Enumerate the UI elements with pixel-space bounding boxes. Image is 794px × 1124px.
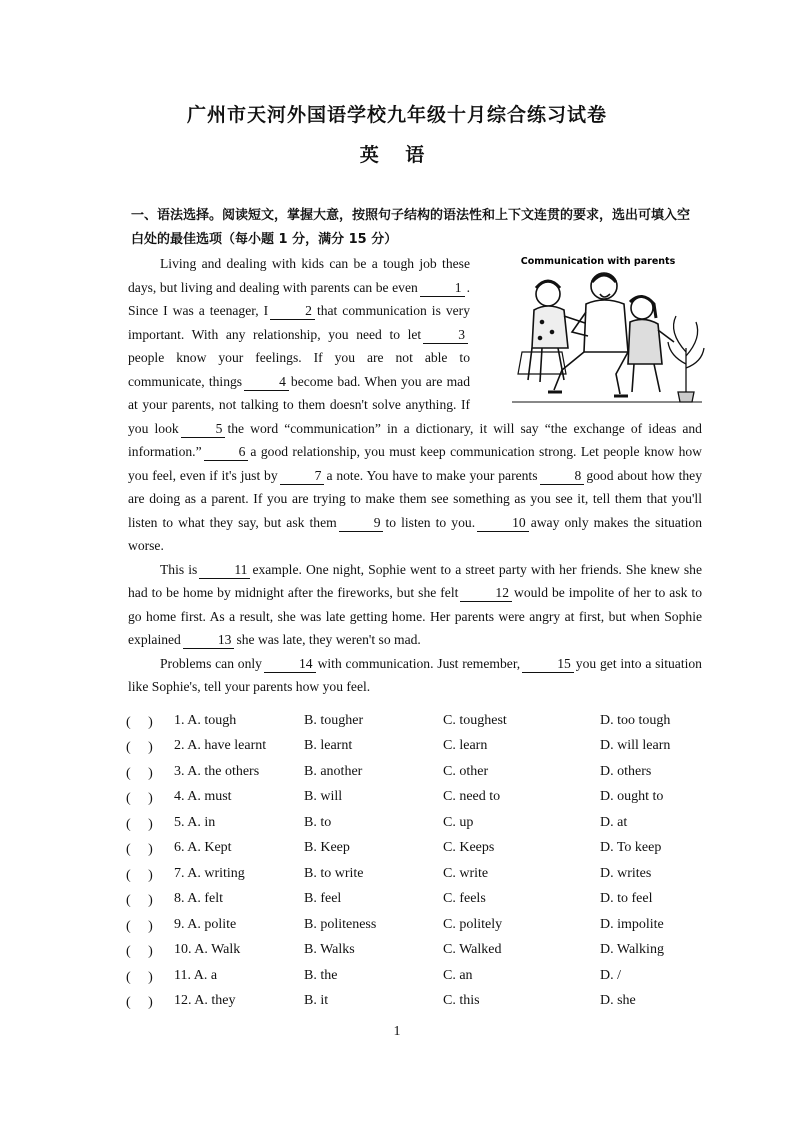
answer-bracket[interactable]: ( ) (126, 842, 153, 858)
option-b: B. politeness (304, 916, 377, 932)
answer-bracket[interactable]: ( ) (126, 969, 153, 985)
option-a: A. the others (187, 763, 260, 779)
question-row (126, 734, 706, 760)
option-b: B. will (304, 789, 343, 805)
option-b: B. feel (304, 891, 342, 907)
question-row (126, 759, 706, 785)
question-number: 12. (174, 993, 192, 1009)
option-b: B. it (304, 993, 329, 1009)
option-b: B. tougher (304, 712, 364, 728)
option-a: A. writing (187, 865, 245, 881)
answer-bracket[interactable]: ( ) (126, 765, 153, 781)
option-b: B. the (304, 967, 338, 983)
option-c: C. write (443, 865, 489, 881)
parents-illustration-image (492, 252, 706, 408)
blank-6: 6 (204, 444, 249, 461)
question-number: 9. (174, 916, 185, 932)
option-c: C. learn (443, 738, 488, 754)
option-b: B. to write (304, 865, 364, 881)
illustration-caption: Communication with parents (520, 256, 676, 267)
page-number: 1 (393, 1024, 401, 1039)
blank-9: 9 (339, 515, 384, 532)
option-b: B. learnt (304, 738, 353, 754)
question-row (126, 912, 706, 938)
exam-subject: 英 语 (359, 144, 435, 166)
option-d: D. writes (600, 865, 652, 881)
option-d: D. she (600, 993, 636, 1009)
blank-5: 5 (181, 421, 226, 438)
question-number: 7. (174, 865, 185, 881)
answer-bracket[interactable]: ( ) (126, 740, 153, 756)
answer-bracket[interactable]: ( ) (126, 944, 153, 960)
blank-8: 8 (540, 468, 585, 485)
option-a: A. Walk (194, 942, 241, 958)
option-d: D. ought to (600, 789, 664, 805)
option-c: C. feels (443, 891, 486, 907)
question-row (126, 708, 706, 734)
option-d: D. To keep (600, 840, 662, 856)
blank-15: 15 (522, 656, 574, 673)
option-b: B. to (304, 814, 332, 830)
answer-bracket[interactable]: ( ) (126, 867, 153, 883)
option-b: B. another (304, 763, 363, 779)
exam-title: 广州市天河外国语学校九年级十月综合练习试卷 (186, 104, 607, 126)
option-c: C. need to (443, 789, 501, 805)
option-a: A. felt (187, 891, 223, 907)
passage-paragraph-1: Living and dealing with kids can be a tough job these days, but living and dealing with parents can be even 1 . Since I was a teenager, I 2 that communication is very important. With any relationship, you need to let 3people know your feelings. If you are not able to communicate, things 4 become bad. When you are mad at your parents, not talking to them doesn't solve anything. If you look 5 the word “communication” in a dictionary, it will say “the exchange of ideas and information.” 6 a good relationship, you must keep communication strong. Let people know how you feel, even if it's just by 7 a note. You have to make your parents 8 good about how they are doing as a parent. If you are trying to make them see something as you see it, tell them that you'll listen to what they say, but ask them 9 to listen to you. 10 away only makes the situation worse. (128, 256, 703, 553)
answer-bracket[interactable]: ( ) (126, 918, 153, 934)
blank-10: 10 (477, 515, 529, 532)
option-d: D. to feel (600, 891, 653, 907)
option-d: D. at (600, 814, 628, 830)
option-d: D. Walking (600, 942, 664, 958)
question-number: 10. (174, 942, 192, 958)
question-number: 11. (174, 967, 191, 983)
blank-1: 1 (420, 280, 465, 297)
question-row (126, 963, 706, 989)
option-a: A. they (194, 993, 236, 1009)
option-d: D. too tough (600, 712, 671, 728)
blank-7: 7 (280, 468, 325, 485)
question-number: 3. (174, 763, 185, 779)
question-row (126, 836, 706, 862)
question-number: 2. (174, 738, 185, 754)
option-c: C. this (443, 993, 480, 1009)
blank-3: 3 (423, 327, 468, 344)
illustration (492, 252, 706, 408)
question-list (126, 708, 706, 1014)
question-row (126, 989, 706, 1015)
blank-11: 11 (199, 562, 250, 579)
reading-passage (128, 252, 702, 699)
question-row (126, 810, 706, 836)
option-c: C. an (443, 967, 473, 983)
option-c: C. toughest (443, 712, 507, 728)
option-d: D. impolite (600, 916, 664, 932)
answer-bracket[interactable]: ( ) (126, 893, 153, 909)
question-number: 1. (174, 712, 185, 728)
option-c: C. other (443, 763, 489, 779)
option-b: B. Walks (304, 942, 355, 958)
passage-paragraph-3: Problems can only 14 with communication. Just remember, 15 you get into a situation like Sophie's, tell your parents how you feel. (128, 655, 702, 694)
blank-14: 14 (264, 656, 316, 673)
answer-bracket[interactable]: ( ) (126, 714, 153, 730)
option-a: A. tough (187, 712, 237, 728)
option-a: A. Kept (187, 840, 232, 856)
option-c: C. up (443, 814, 474, 830)
blank-2: 2 (270, 303, 315, 320)
option-a: A. polite (187, 916, 237, 932)
question-row (126, 861, 706, 887)
blank-12: 12 (460, 585, 512, 602)
option-d: D. / (600, 967, 621, 983)
answer-bracket[interactable]: ( ) (126, 791, 153, 807)
section-instruction: 一、语法选择。阅读短文，掌握大意，按照句子结构的语法性和上下文连贯的要求，选出可填入空白处的最佳选项（每小题 1 分，满分 15 分） (131, 208, 691, 247)
blank-4: 4 (244, 374, 289, 391)
answer-bracket[interactable]: ( ) (126, 816, 153, 832)
option-a: A. a (193, 967, 218, 983)
option-a: A. must (187, 789, 232, 805)
option-d: D. will learn (600, 738, 671, 754)
option-c: C. politely (443, 916, 503, 932)
option-b: B. Keep (304, 840, 350, 856)
answer-bracket[interactable]: ( ) (126, 995, 153, 1011)
option-c: C. Walked (443, 942, 502, 958)
option-a: A. have learnt (187, 738, 267, 754)
option-d: D. others (600, 763, 652, 779)
option-c: C. Keeps (443, 840, 495, 856)
question-number: 8. (174, 891, 185, 907)
blank-13: 13 (183, 632, 235, 649)
question-row (126, 785, 706, 811)
question-row (126, 938, 706, 964)
option-a: A. in (187, 814, 216, 830)
question-row (126, 887, 706, 913)
question-number: 4. (174, 789, 185, 805)
passage-paragraph-2: This is 11 example. One night, Sophie went to a street party with her friends. She knew she had to be home by midnight after the fireworks, but she felt 12 would be impolite of her to ask to go home first. As a result, she was late getting home. Her parents were angry at first, but when Sophie explained 13 she was late, they weren't so mad. (128, 561, 702, 647)
question-number: 5. (174, 814, 185, 830)
question-number: 6. (174, 840, 185, 856)
